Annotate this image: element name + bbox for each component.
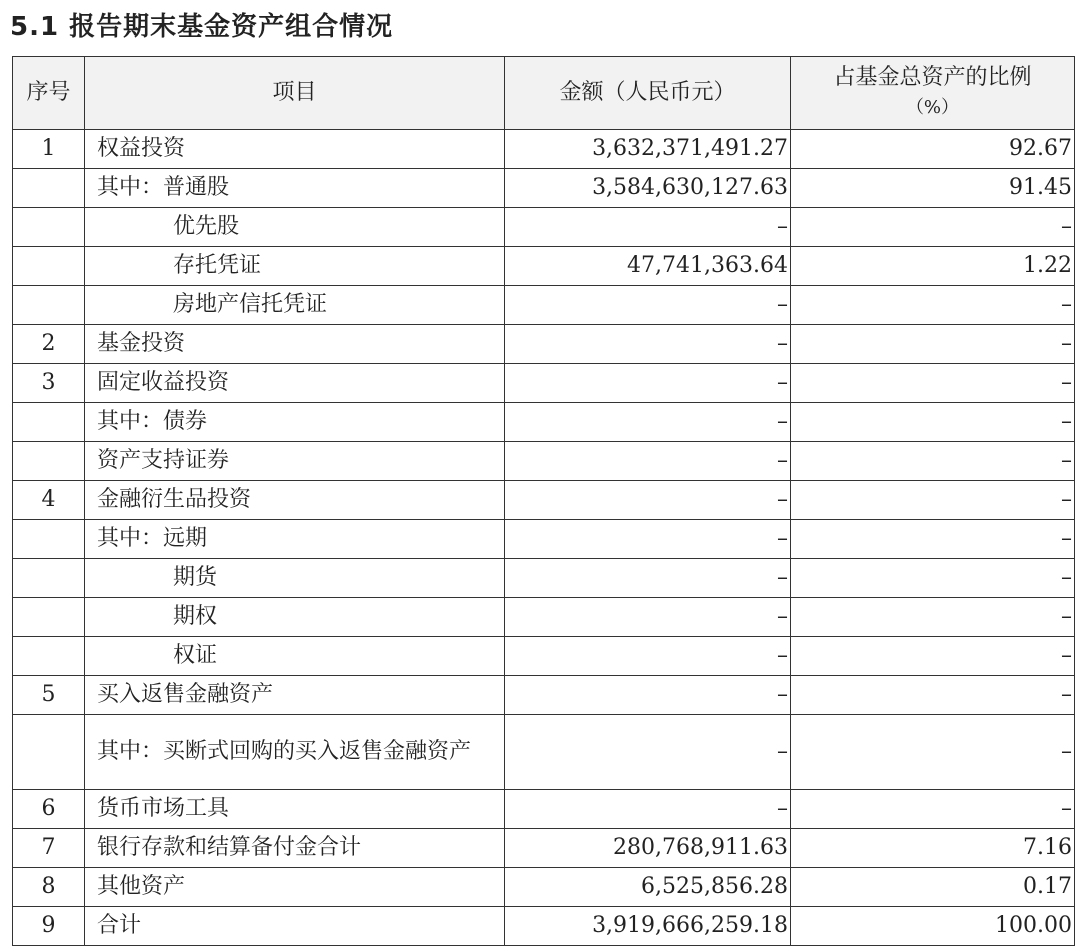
- header-item: 项目: [85, 57, 505, 130]
- table-row: [13, 676, 1075, 715]
- row-pct: –: [791, 715, 1075, 790]
- row-pct: –: [791, 286, 1075, 325]
- row-pct: –: [791, 790, 1075, 829]
- row-amount: –: [505, 790, 791, 829]
- row-item: 其中：债券: [85, 403, 505, 442]
- row-item: 其中：普通股: [85, 169, 505, 208]
- row-amount: –: [505, 442, 791, 481]
- row-no: [13, 286, 85, 325]
- row-amount: –: [505, 676, 791, 715]
- row-pct: –: [791, 364, 1075, 403]
- table-row: [13, 598, 1075, 637]
- table-row: [13, 403, 1075, 442]
- table-row: [13, 325, 1075, 364]
- row-item: 固定收益投资: [85, 364, 505, 403]
- header-pct: [791, 57, 1075, 130]
- row-item: 存托凭证: [85, 247, 505, 286]
- row-item: 权证: [85, 637, 505, 676]
- row-no: 7: [13, 829, 85, 868]
- header-amount: 金额（人民币元）: [505, 57, 791, 130]
- row-pct: 7.16: [791, 829, 1075, 868]
- table-row: [13, 637, 1075, 676]
- row-pct: –: [791, 325, 1075, 364]
- row-amount: –: [505, 637, 791, 676]
- row-no: [13, 403, 85, 442]
- row-item: 期权: [85, 598, 505, 637]
- row-amount: 6,525,856.28: [505, 868, 791, 907]
- row-pct: –: [791, 403, 1075, 442]
- row-amount: 3,919,666,259.18: [505, 907, 791, 946]
- row-item: 权益投资: [85, 130, 505, 169]
- row-no: 9: [13, 907, 85, 946]
- row-pct: 91.45: [791, 169, 1075, 208]
- row-item: 货币市场工具: [85, 790, 505, 829]
- section-heading: 5.1 报告期末基金资产组合情况: [10, 12, 394, 42]
- row-pct: 1.22: [791, 247, 1075, 286]
- row-no: [13, 169, 85, 208]
- row-item: 其中：远期: [85, 520, 505, 559]
- row-pct: –: [791, 598, 1075, 637]
- header-no: 序号: [13, 57, 85, 130]
- row-amount: 3,632,371,491.27: [505, 130, 791, 169]
- row-no: [13, 715, 85, 790]
- row-no: 4: [13, 481, 85, 520]
- header-pct-line1: 占基金总资产的比例: [833, 65, 1032, 90]
- row-item: 其他资产: [85, 868, 505, 907]
- row-amount: –: [505, 364, 791, 403]
- table-row: [13, 442, 1075, 481]
- row-pct: 100.00: [791, 907, 1075, 946]
- header-pct-line2: （%）: [905, 97, 960, 118]
- row-no: 3: [13, 364, 85, 403]
- row-no: 1: [13, 130, 85, 169]
- table-row: [13, 715, 1075, 790]
- row-pct: –: [791, 520, 1075, 559]
- row-amount: –: [505, 715, 791, 790]
- row-no: 6: [13, 790, 85, 829]
- row-amount: –: [505, 286, 791, 325]
- row-no: [13, 598, 85, 637]
- row-no: [13, 442, 85, 481]
- row-pct: –: [791, 559, 1075, 598]
- row-pct: 0.17: [791, 868, 1075, 907]
- row-amount: –: [505, 481, 791, 520]
- row-item: 买入返售金融资产: [85, 676, 505, 715]
- row-item: 基金投资: [85, 325, 505, 364]
- row-no: [13, 247, 85, 286]
- row-amount: 47,741,363.64: [505, 247, 791, 286]
- asset-portfolio-table: [12, 56, 1075, 946]
- table-row: [13, 868, 1075, 907]
- row-pct: –: [791, 481, 1075, 520]
- table-row: [13, 364, 1075, 403]
- table-row: [13, 520, 1075, 559]
- row-pct: –: [791, 676, 1075, 715]
- row-pct: –: [791, 442, 1075, 481]
- row-no: 8: [13, 868, 85, 907]
- row-item: 优先股: [85, 208, 505, 247]
- row-amount: –: [505, 403, 791, 442]
- row-amount: –: [505, 598, 791, 637]
- row-no: [13, 559, 85, 598]
- row-amount: –: [505, 559, 791, 598]
- row-amount: –: [505, 520, 791, 559]
- table-row: [13, 907, 1075, 946]
- row-pct: –: [791, 637, 1075, 676]
- row-item: 其中：买断式回购的买入返售金融资产: [85, 715, 505, 790]
- table-header-row: [13, 57, 1075, 130]
- table-row: [13, 247, 1075, 286]
- row-no: [13, 637, 85, 676]
- row-no: 5: [13, 676, 85, 715]
- table-row: [13, 481, 1075, 520]
- table-row: [13, 829, 1075, 868]
- row-amount: 3,584,630,127.63: [505, 169, 791, 208]
- row-item: 房地产信托凭证: [85, 286, 505, 325]
- table-row: [13, 208, 1075, 247]
- row-item: 期货: [85, 559, 505, 598]
- table-row: [13, 286, 1075, 325]
- row-pct: –: [791, 208, 1075, 247]
- row-item: 资产支持证券: [85, 442, 505, 481]
- row-no: [13, 520, 85, 559]
- row-item: 银行存款和结算备付金合计: [85, 829, 505, 868]
- row-amount: –: [505, 208, 791, 247]
- row-amount: –: [505, 325, 791, 364]
- table-row: [13, 169, 1075, 208]
- row-pct: 92.67: [791, 130, 1075, 169]
- row-item: 金融衍生品投资: [85, 481, 505, 520]
- table-row: [13, 130, 1075, 169]
- table-row: [13, 790, 1075, 829]
- row-amount: 280,768,911.63: [505, 829, 791, 868]
- row-no: 2: [13, 325, 85, 364]
- row-no: [13, 208, 85, 247]
- row-item: 合计: [85, 907, 505, 946]
- table-row: [13, 559, 1075, 598]
